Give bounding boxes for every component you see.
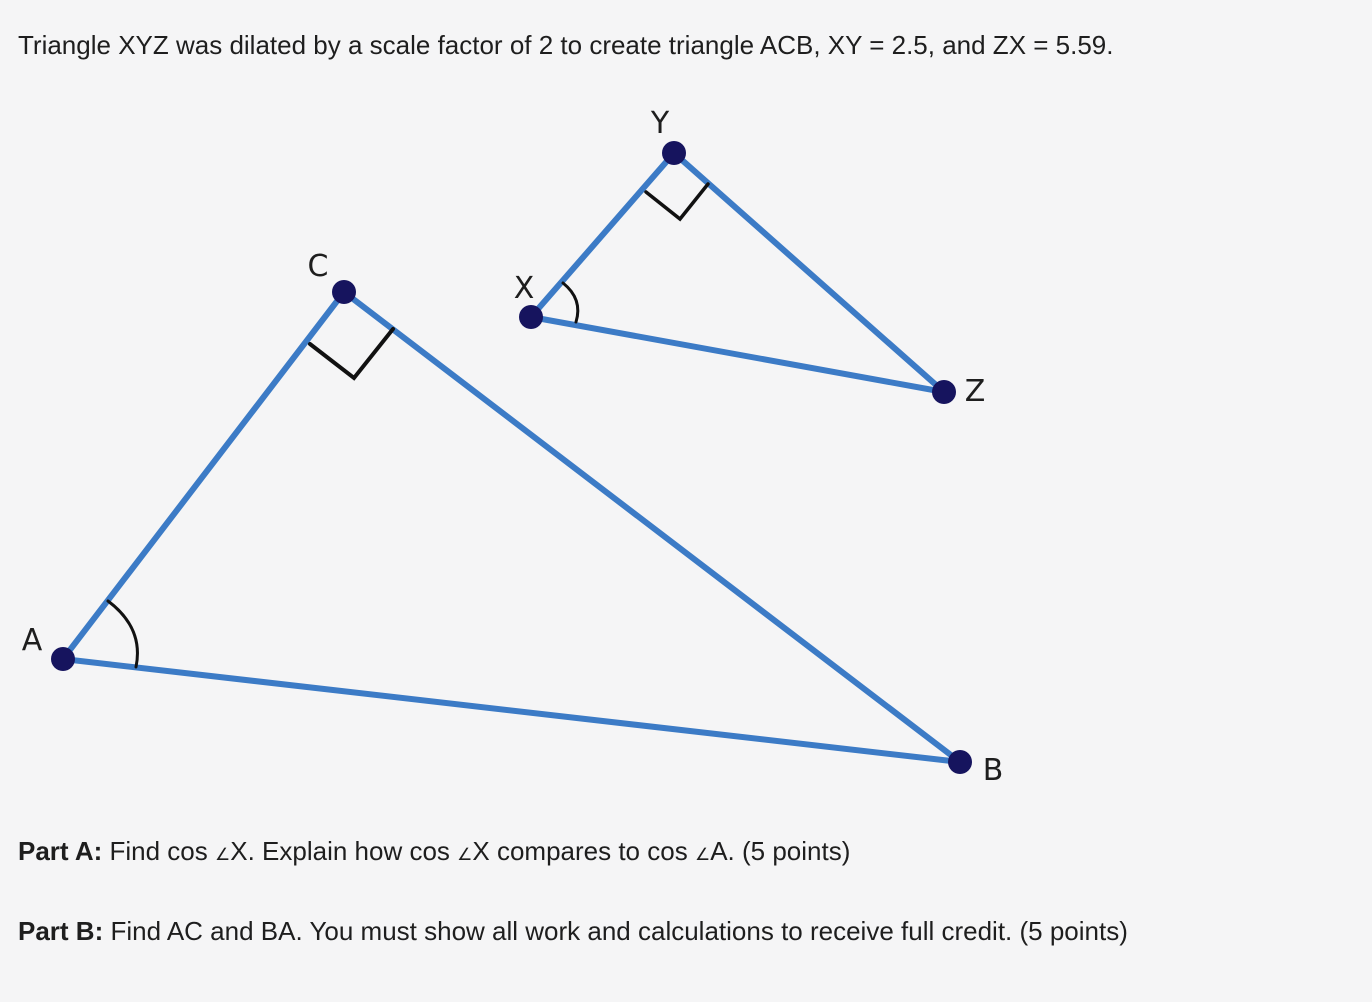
label-x: X — [513, 271, 535, 306]
vertices — [51, 141, 972, 774]
side-ab — [63, 659, 960, 762]
part-a-label: Part A: — [18, 836, 103, 866]
problem-statement: Triangle XYZ was dilated by a scale factor of 2 to create triangle ACB, XY = 2.5, and ZX = 5.59. — [18, 30, 1114, 60]
angle-symbol: ∠ — [215, 845, 231, 864]
side-ac — [63, 292, 344, 659]
side-xy — [531, 153, 674, 317]
vertex-x — [519, 305, 543, 329]
part-a-text-3: X compares to cos — [472, 836, 695, 866]
triangles-diagram — [0, 90, 1060, 800]
angle-arc-x — [563, 283, 578, 322]
right-angle-mark-y — [646, 184, 708, 219]
part-a-text-4: A. (5 points) — [710, 836, 851, 866]
vertex-b — [948, 750, 972, 774]
label-y: Y — [650, 106, 670, 141]
vertex-y — [662, 141, 686, 165]
vertex-c — [332, 280, 356, 304]
triangle-acb — [63, 292, 960, 762]
side-yz — [674, 153, 944, 392]
label-b: B — [982, 753, 1004, 788]
side-cb — [344, 292, 960, 762]
label-c: C — [307, 249, 329, 284]
label-z: Z — [964, 374, 986, 409]
angle-arc-a — [108, 601, 137, 667]
angle-symbol: ∠ — [694, 845, 711, 864]
right-angle-mark-c — [310, 329, 393, 378]
part-b-label: Part B: — [18, 916, 104, 946]
part-a-text-1: Find cos — [102, 836, 215, 866]
part-b-question — [18, 914, 1128, 948]
vertex-a — [51, 647, 75, 671]
vertex-z — [932, 380, 956, 404]
part-b-text: Find AC and BA. You must show all work and calculations to receive full credit. (5 points) — [103, 916, 1128, 946]
label-a: A — [21, 623, 43, 658]
side-xz — [531, 317, 944, 392]
part-a-question — [18, 834, 850, 872]
triangle-xyz — [531, 153, 944, 392]
part-a-text-2: X. Explain how cos — [230, 836, 458, 866]
angle-symbol: ∠ — [457, 845, 473, 864]
